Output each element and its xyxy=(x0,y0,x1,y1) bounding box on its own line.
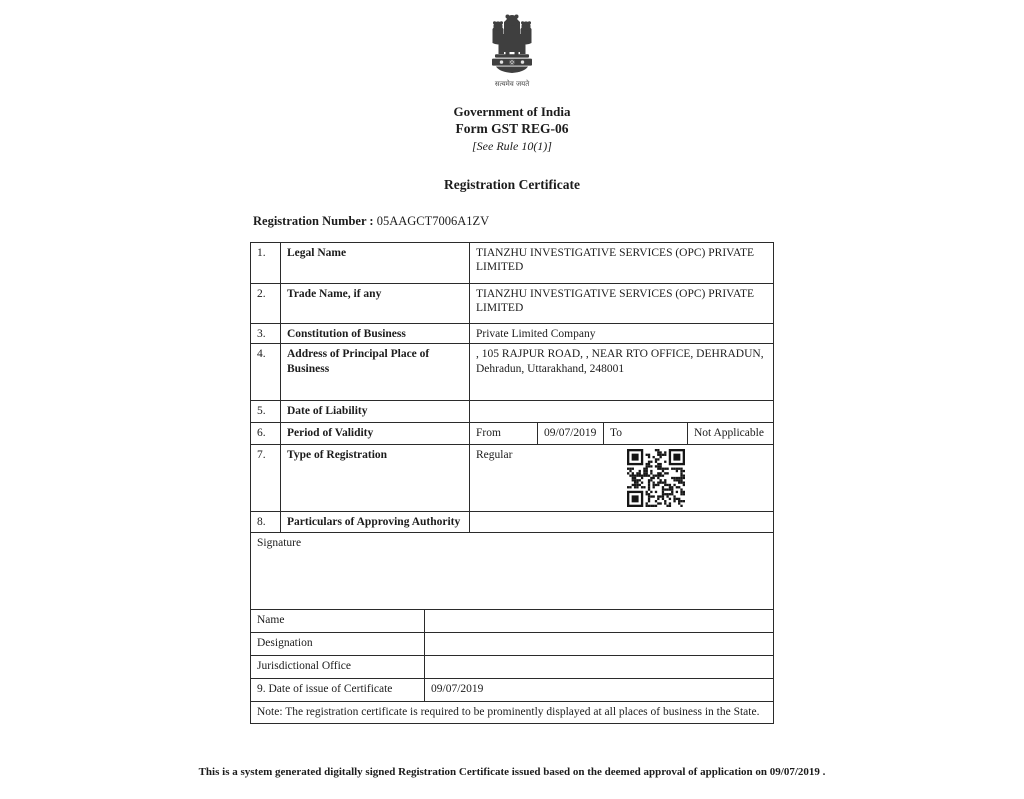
table-row-type-of-registration xyxy=(251,444,773,511)
validity-to-label: To xyxy=(603,423,687,444)
validity-to-value: Not Applicable xyxy=(687,423,773,444)
qr-code xyxy=(627,449,685,507)
government-of-india-heading: Government of India xyxy=(453,104,571,119)
row-value xyxy=(469,512,773,532)
row-value xyxy=(469,401,773,422)
table-row-date-of-liability xyxy=(251,400,773,422)
field-value xyxy=(424,656,773,678)
name-row xyxy=(251,609,773,632)
row-value: TIANZHU INVESTIGATIVE SERVICES (OPC) PRIVATE LIMITED xyxy=(469,243,773,283)
table-row-trade-name xyxy=(251,283,773,323)
row-number: 5. xyxy=(257,405,266,418)
row-value: TIANZHU INVESTIGATIVE SERVICES (OPC) PRIVATE LIMITED xyxy=(469,284,773,323)
field-value: 09/07/2019 xyxy=(424,679,773,701)
row-number: 7. xyxy=(257,449,266,462)
registration-number-label: Registration Number : xyxy=(253,214,374,228)
registration-type-value: Regular xyxy=(476,449,513,462)
field-label: Jurisdictional Office xyxy=(257,660,351,673)
certificate-table xyxy=(250,242,774,724)
emblem-motto: सत्यमेव जयते xyxy=(494,80,530,88)
ashoka-emblem-icon xyxy=(485,12,539,74)
table-row-legal-name xyxy=(251,243,773,283)
row-value: Private Limited Company xyxy=(469,324,773,343)
form-name-heading: Form GST REG-06 xyxy=(455,121,569,136)
row-number: 4. xyxy=(257,348,266,361)
type-of-registration-cell xyxy=(469,445,773,511)
row-label: Date of Liability xyxy=(280,401,469,422)
field-value xyxy=(424,610,773,632)
system-generated-footer: This is a system generated digitally signed Registration Certificate issued based on the deemed approval of application on 09/07/2019 . xyxy=(198,766,826,778)
validity-cells xyxy=(469,423,773,444)
note-text: Note: The registration certificate is required to be prominently displayed at all places of business in the State. xyxy=(257,706,760,719)
date-of-issue-row xyxy=(251,678,773,701)
row-number: 8. xyxy=(257,516,266,529)
signature-label: Signature xyxy=(257,537,302,550)
rule-reference: [See Rule 10(1)] xyxy=(472,139,552,153)
table-row-constitution xyxy=(251,323,773,343)
row-label: Address of Principal Place of Business xyxy=(280,344,469,400)
signature-row xyxy=(251,532,773,609)
row-label: Legal Name xyxy=(280,243,469,283)
jurisdictional-office-row xyxy=(251,655,773,678)
validity-from-label: From xyxy=(476,427,501,440)
field-value xyxy=(424,633,773,655)
field-label: Name xyxy=(257,614,285,627)
row-value: , 105 RAJPUR ROAD, , NEAR RTO OFFICE, DEHRADUN, Dehradun, Uttarakhand, 248001 xyxy=(469,344,773,400)
designation-row xyxy=(251,632,773,655)
row-label: Constitution of Business xyxy=(280,324,469,343)
registration-number-value: 05AAGCT7006A1ZV xyxy=(376,214,490,228)
note-row xyxy=(251,701,773,723)
row-label: Type of Registration xyxy=(280,445,469,511)
row-label: Trade Name, if any xyxy=(280,284,469,323)
table-row-period-of-validity xyxy=(251,422,773,444)
emblem-block xyxy=(0,12,1024,89)
row-label: Particulars of Approving Authority xyxy=(280,512,469,532)
row-number: 6. xyxy=(257,427,266,440)
field-label: 9. Date of issue of Certificate xyxy=(257,683,393,696)
certificate-title: Registration Certificate xyxy=(443,177,581,192)
row-number: 2. xyxy=(257,288,266,300)
row-number: 3. xyxy=(257,328,266,340)
registration-number-line xyxy=(253,214,489,229)
row-label: Period of Validity xyxy=(280,423,469,444)
field-label: Designation xyxy=(257,637,313,650)
row-number: 1. xyxy=(257,247,266,259)
table-row-approving-authority xyxy=(251,511,773,532)
validity-from-date: 09/07/2019 xyxy=(537,423,603,444)
table-row-address xyxy=(251,343,773,400)
